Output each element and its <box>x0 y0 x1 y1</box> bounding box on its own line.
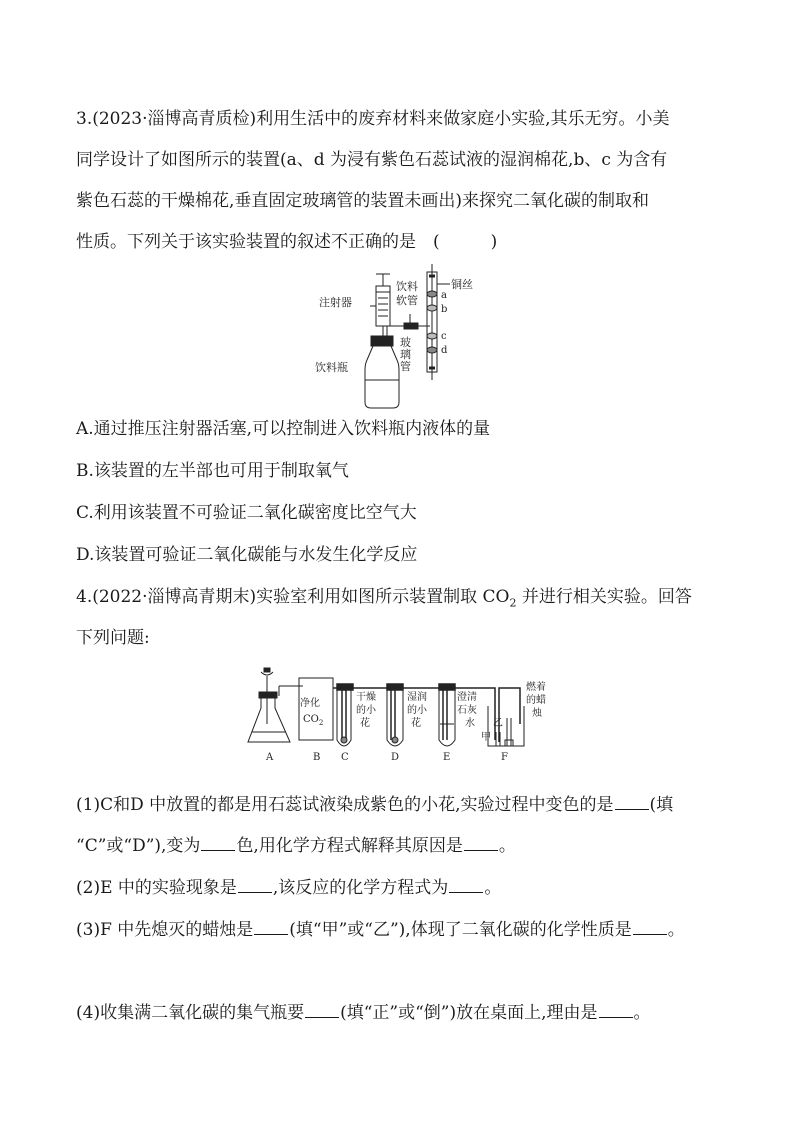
q4-p4-text-a: (4)收集满二氧化碳的集气瓶要 <box>76 1003 305 1023</box>
apparatus-a-label: A <box>266 752 274 763</box>
burning-candle-label-1: 燃着 <box>526 682 546 693</box>
soft-tube-label-1: 饮料 <box>396 280 418 293</box>
q4-p3-text-b: (填“甲”或“乙”),体现了二氧化碳的化学性质是 <box>289 920 632 940</box>
q4-p2-blank-1[interactable] <box>238 876 272 893</box>
bottle-label: 饮料瓶 <box>315 361 348 374</box>
copper-wire-label: 铜丝 <box>451 278 473 291</box>
q4-p1-text-b: (填 <box>649 795 674 815</box>
limewater-label-2: 石灰 <box>457 705 477 716</box>
apparatus-b-label: B <box>313 752 321 763</box>
q4-p1-blank-3[interactable] <box>464 834 498 851</box>
syringe-label: 注射器 <box>319 296 352 309</box>
q4-p3-blank-2[interactable] <box>633 918 667 935</box>
q4-p4-blank-1[interactable] <box>305 1001 339 1018</box>
q3-stem-line-4: 性质。下列关于该实验装置的叙述不正确的是 ( ) <box>76 232 498 252</box>
q4-part-4 <box>76 1001 651 1025</box>
apparatus-f-label: F <box>501 752 508 763</box>
q3-stem-line-1: 3.(2023·淄博高青质检)利用生活中的废弃材料来做家庭小实验,其乐无穷。小美 <box>76 109 670 129</box>
cotton-a-label: a <box>441 290 447 301</box>
q4-apparatus-figure <box>245 664 555 764</box>
q4-p3-blank-1[interactable] <box>254 918 288 935</box>
q4-p1-text-e: 。 <box>498 836 516 856</box>
wet-flower-label-3: 花 <box>411 718 421 729</box>
limewater-label-1: 澄清 <box>457 692 477 703</box>
bottle-drawing <box>365 336 399 408</box>
q3-apparatus-figure <box>310 262 490 412</box>
candle-yi-label: 乙 <box>493 718 503 729</box>
q3-option-b: B.该装置的左半部也可用于制取氧气 <box>76 461 349 481</box>
burning-candle-label-3: 烛 <box>532 708 542 719</box>
q4-stem-line-2: 下列问题: <box>76 628 150 648</box>
q4-stem-subscript: 2 <box>509 596 517 610</box>
purify-label-2 <box>303 714 323 727</box>
q4-p1-text-d: 色,用化学方程式解释其原因是 <box>236 836 463 856</box>
soft-tube-drawing <box>387 314 430 338</box>
q4-p1-blank-2[interactable] <box>201 834 235 851</box>
q4-p4-blank-2[interactable] <box>599 1001 633 1018</box>
burning-candle-label-2: 的蜡 <box>526 695 546 706</box>
glass-tube-drawing <box>427 264 450 380</box>
q4-p2-text-b: ,该反应的化学方程式为 <box>272 878 449 898</box>
q3-option-a: A.通过推压注射器活塞,可以控制进入饮料瓶内液体的量 <box>76 419 491 439</box>
q4-p1-text-c: “C”或“D”),变为 <box>76 836 201 856</box>
cotton-c-label: c <box>441 331 447 342</box>
q4-p1-text-a: (1)C和D 中放置的都是用石蕊试液染成紫色的小花,实验过程中变色的是 <box>76 795 614 815</box>
q4-p3-text-a: (3)F 中先熄灭的蜡烛是 <box>76 920 254 940</box>
q4-p3-text-c: 。 <box>667 920 685 940</box>
apparatus-d-label: D <box>391 752 400 763</box>
q4-part-1-line-2 <box>76 834 516 858</box>
glass-tube-label-1: 玻 <box>400 336 411 349</box>
q4-p2-blank-2[interactable] <box>449 876 483 893</box>
q4-p4-text-c: 。 <box>633 1003 651 1023</box>
q4-p2-text-a: (2)E 中的实验现象是 <box>76 878 237 898</box>
q4-p2-text-c: 。 <box>484 878 502 898</box>
q4-stem-line-1-post: 并进行相关实验。回答 <box>516 587 692 607</box>
soft-tube-label-2: 软管 <box>396 294 418 307</box>
wet-flower-label-1: 湿润 <box>407 692 427 703</box>
q4-p4-text-b: (填“正”或“倒”)放在桌面上,理由是 <box>340 1003 598 1023</box>
test-tubes-drawing <box>337 690 455 746</box>
q4-part-3 <box>76 918 685 942</box>
q4-part-2 <box>76 876 501 900</box>
dry-flower-label-2: 的小 <box>356 705 376 716</box>
q4-p1-blank-1[interactable] <box>615 793 649 810</box>
purify-label-1: 净化 <box>300 698 320 709</box>
q4-stem-line-1-pre: 4.(2022·淄博高青期末)实验室利用如图所示装置制取 CO <box>76 587 510 607</box>
cotton-d-label: d <box>441 345 448 356</box>
q3-stem-line-3: 紫色石蕊的干燥棉花,垂直固定玻璃管的装置未画出)来探究二氧化碳的制取和 <box>76 191 650 211</box>
q3-stem-line-2: 同学设计了如图所示的装置(a、d 为浸有紫色石蕊试液的湿润棉花,b、c 为含有 <box>76 150 668 170</box>
box-b-drawing <box>299 678 333 740</box>
flask-a-drawing <box>248 668 303 742</box>
q3-option-c: C.利用该装置不可验证二氧化碳密度比空气大 <box>76 503 417 523</box>
limewater-label-3: 水 <box>465 718 475 729</box>
glass-tube-label-2: 璃 <box>400 348 411 361</box>
dry-flower-label-3: 花 <box>360 718 370 729</box>
candle-jia-label: 甲 <box>481 732 491 743</box>
q4-part-1-line-1 <box>76 793 673 817</box>
purify-co2-text: CO <box>303 714 319 725</box>
q3-option-d: D.该装置可验证二氧化碳能与水发生化学反应 <box>76 545 418 565</box>
glass-tube-label-3: 管 <box>400 360 411 373</box>
wet-flower-label-2: 的小 <box>407 705 427 716</box>
dry-flower-label-1: 干燥 <box>356 692 376 703</box>
purify-co2-sub: 2 <box>318 719 324 727</box>
q4-stem-line-1 <box>76 585 692 615</box>
cotton-b-label: b <box>441 304 448 315</box>
apparatus-c-label: C <box>341 752 349 763</box>
apparatus-e-label: E <box>443 752 451 763</box>
